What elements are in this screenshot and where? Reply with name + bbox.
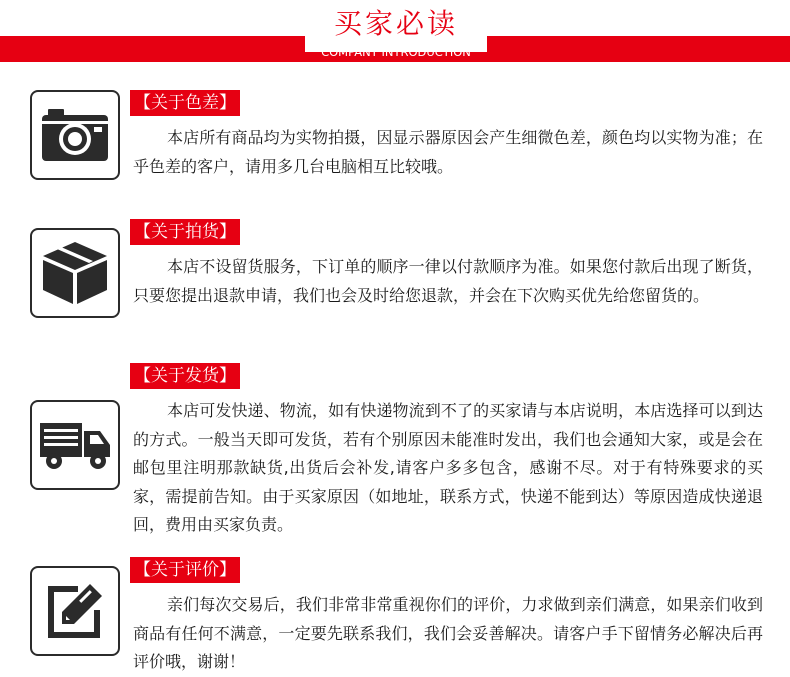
camera-icon [30,90,120,180]
section-tag: 【关于发货】 [130,363,240,389]
section-tag: 【关于色差】 [130,90,240,116]
section-tag: 【关于评价】 [130,557,240,583]
package-box-icon [30,228,120,318]
delivery-truck-icon [30,400,120,490]
page-title: 买家必读 [333,7,458,40]
section-text: 本店不设留货服务，下订单的顺序一律以付款顺序为准。如果您付款后出现了断货，只要您提出退款申请，我们也会及时给您退款，并会在下次购买优先给您留货的。 [133,257,763,305]
header-banner [0,0,790,80]
section-text: 本店可发快递、物流，如有快递物流到不了的买家请与本店说明，本店选择可以到达的方式。一般当天即可发货，若有个别原因未能准时发出，我们也会通知大家，或是会在邮包里注明那款缺货,出货后会补发,请客户多多包含，感谢不尽。对于有特殊要求的买家，需提前告知。由于买家原因（如地址，联系方式，快递不能到达）等原因造成快递退回，费用由买家负责。 [133,401,763,534]
section-tag: 【关于拍货】 [130,219,240,245]
section-text: 本店所有商品均为实物拍摄，因显示器原因会产生细微色差，颜色均以实物为准；在乎色差的客户，请用多几台电脑相互比较哦。 [133,128,763,176]
page-subtitle: COMPANY INTRODUCTION [321,45,471,59]
section-text: 亲们每次交易后，我们非常非常重视你们的评价，力求做到亲们满意，如果亲们收到商品有任何不满意，一定要先联系我们，我们会妥善解决。请客户手下留情务必解决后再评价哦，谢谢！ [133,595,763,671]
edit-pencil-icon [30,566,120,656]
